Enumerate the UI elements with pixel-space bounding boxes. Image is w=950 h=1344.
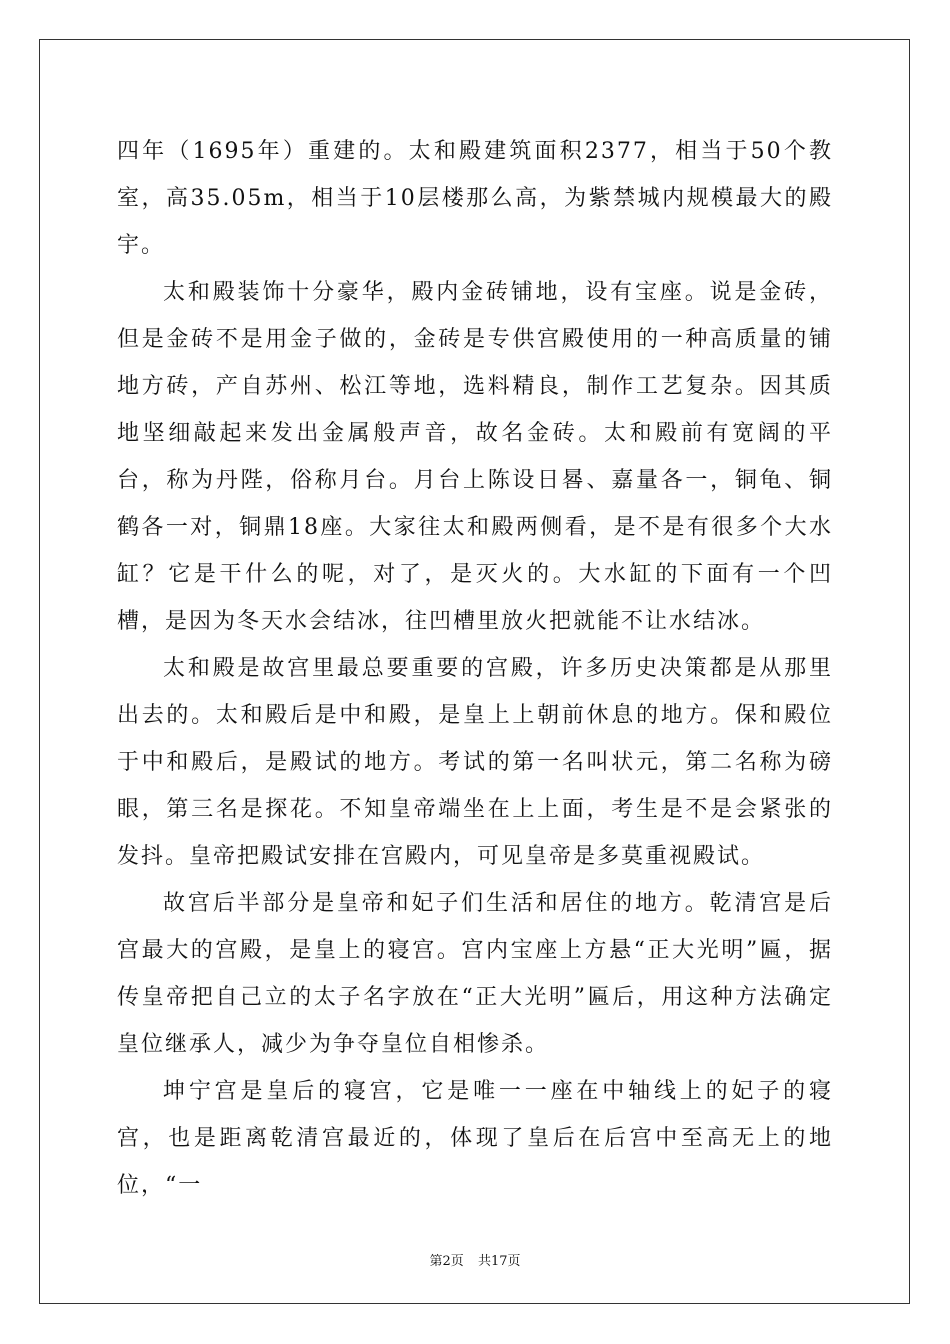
paragraph-4: 故宫后半部分是皇帝和妃子们生活和居住的地方。乾清宫是后宫最大的宫殿，是皇上的寝宫。宫内宝座上方悬“正大光明”匾，据传皇帝把自己立的太子名字放在“正大光明”匾后，用这种方法确定皇位继承人，减少为争夺皇位自相惨杀。 <box>117 891 833 1057</box>
paragraph-1: 四年（1695年）重建的。太和殿建筑面积2377，相当于50个教室，高35.05m，相当于10层楼那么高，为紫禁城内规模最大的殿宇。 <box>117 139 833 258</box>
document-body <box>117 128 833 1209</box>
page-total: 共17页 <box>477 1254 521 1269</box>
paragraph-3: 太和殿是故宫里最总要重要的宫殿，许多历史决策都是从那里出去的。太和殿后是中和殿，是皇上上朝前休息的地方。保和殿位于中和殿后，是殿试的地方。考试的第一名叫状元，第二名称为磅眼，第三名是探花。不知皇帝端坐在上上面，考生是不是会紧张的发抖。皇帝把殿试安排在宫殿内，可见皇帝是多莫重视殿试。 <box>117 656 833 869</box>
page-footer <box>0 1250 950 1269</box>
paragraph-2: 太和殿装饰十分豪华，殿内金砖铺地，设有宝座。说是金砖，但是金砖不是用金子做的，金砖是专供宫殿使用的一种高质量的铺地方砖，产自苏州、松江等地，选料精良，制作工艺复杂。因其质地坚细敲起来发出金属般声音，故名金砖。太和殿前有宽阔的平台，称为丹陛，俗称月台。月台上陈设日晷、嘉量各一，铜龟、铜鹤各一对，铜鼎18座。大家往太和殿两侧看，是不是有很多个大水缸？它是干什么的呢，对了，是灭火的。大水缸的下面有一个凹槽，是因为冬天水会结冰，往凹槽里放火把就能不让水结冰。 <box>117 280 833 634</box>
paragraph-5: 坤宁宫是皇后的寝宫，它是唯一一座在中轴线上的妃子的寝宫，也是距离乾清宫最近的，体现了皇后在后宫中至高无上的地位，“一 <box>117 1079 833 1198</box>
page-number: 第2页 <box>429 1254 464 1269</box>
